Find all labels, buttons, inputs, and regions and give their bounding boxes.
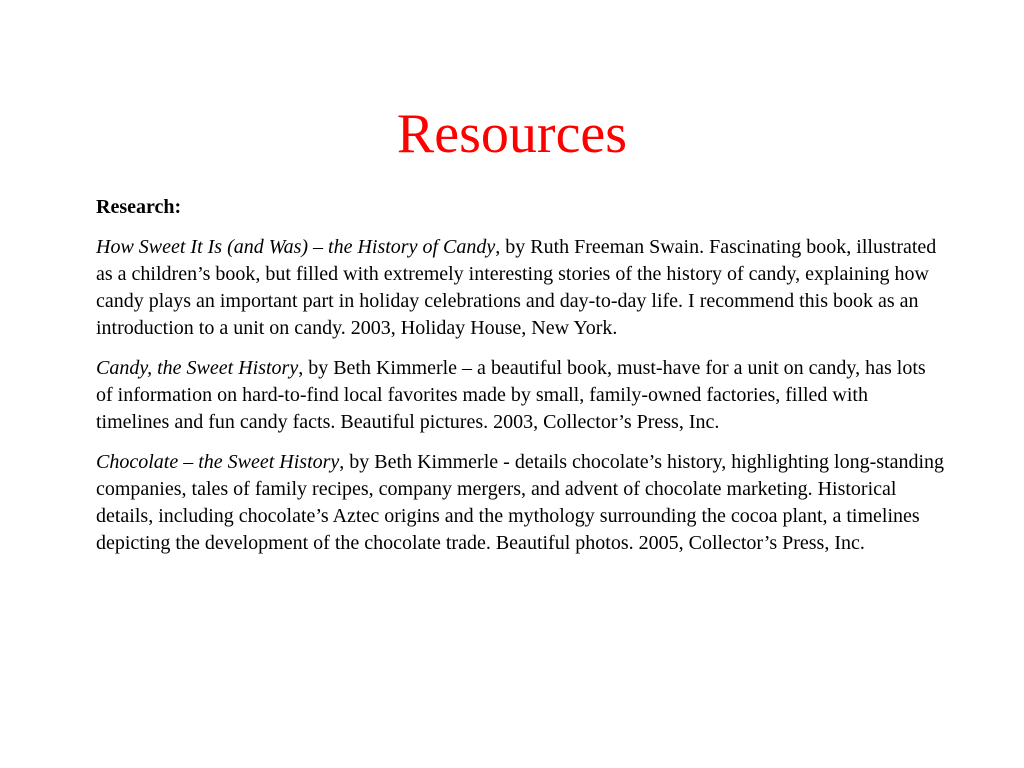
resource-entry <box>96 449 946 557</box>
book-title: Chocolate – the Sweet History <box>96 451 340 473</box>
book-title: Candy, the Sweet History <box>96 357 299 379</box>
book-title: How Sweet It Is (and Was) – the History of Candy <box>96 236 496 258</box>
entry-description: , by Beth Kimmerle – a beautiful book, must-have for a unit on candy, has lots of information on hard-to-find local favorites made by small, family-owned factories, filled with timelines and fun candy facts. Beautiful pictures. 2003, Collector’s Press, Inc. <box>96 357 926 433</box>
resource-entry <box>96 234 946 342</box>
resources-content <box>96 194 946 570</box>
entry-description: , by Beth Kimmerle - details chocolate’s history, highlighting long-standing companies, tales of family recipes, company mergers, and advent of chocolate marketing. Historical details, including chocolate’s Aztec origins and the mythology surrounding the cocoa plant, a timelines depicting the development of the chocolate trade. Beautiful photos. 2005, Collector’s Press, Inc. <box>96 451 945 554</box>
entry-description: , by Ruth Freeman Swain. Fascinating book, illustrated as a children’s book, but filled with extremely interesting stories of the history of candy, explaining how candy plays an important part in holiday celebrations and day-to-day life. I recommend this book as an introduction to a unit on candy. 2003, Holiday House, New York. <box>96 236 937 339</box>
resource-entry <box>96 355 946 436</box>
slide-title: Resources <box>396 103 628 165</box>
research-heading: Research: <box>96 196 182 218</box>
